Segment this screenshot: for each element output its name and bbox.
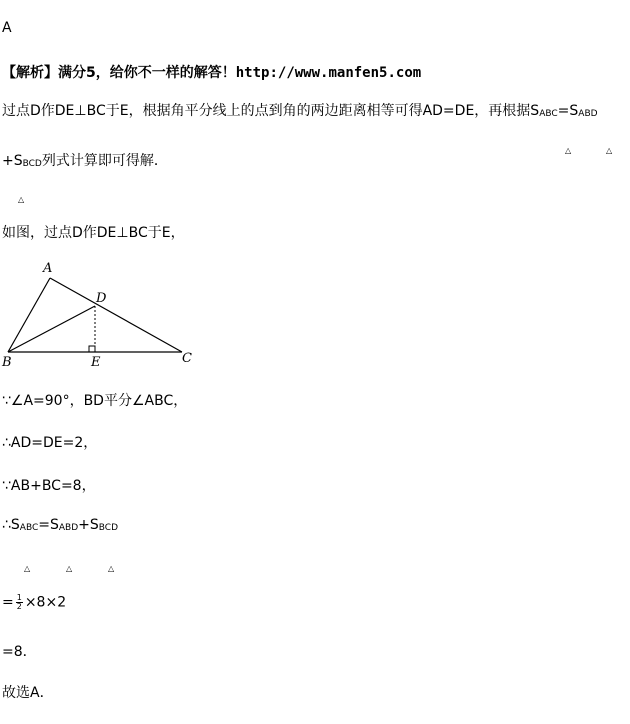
subscript-abc: ABC <box>19 523 39 533</box>
triangle-symbol: △ <box>565 146 572 155</box>
segment-ac <box>50 278 182 352</box>
point-label-a: A <box>43 261 53 276</box>
plus-s: +S <box>78 517 99 533</box>
analysis-line-2 <box>2 150 168 170</box>
conclusion <box>2 682 54 702</box>
product-text: ×8×2 <box>24 594 67 611</box>
triangle-symbol: △ <box>66 564 73 573</box>
fraction-numerator: 1 <box>16 593 22 602</box>
subscript-abc: ABC <box>539 109 558 119</box>
equals-s: =S <box>38 517 59 533</box>
source-url: http://www.manfen5.com <box>235 65 422 81</box>
triangle-symbol: △ <box>24 564 31 573</box>
point-label-c: C <box>182 351 192 366</box>
subscript-abd: ABD <box>58 523 79 533</box>
equals-s: =S <box>557 103 579 119</box>
conclusion-suffix: ． <box>39 685 54 701</box>
triangle-symbol: △ <box>18 195 25 204</box>
therefore-s: ∴S <box>2 517 20 533</box>
step-5 <box>2 594 66 611</box>
answer-letter: A <box>2 20 12 36</box>
step-6: =8． <box>2 644 37 660</box>
right-angle-marker <box>89 346 95 352</box>
step-2: ∴AD=DE=2， <box>2 435 98 451</box>
fraction-half <box>16 594 23 611</box>
point-label-e: E <box>91 355 101 370</box>
analysis-line-1 <box>2 100 598 120</box>
geometry-figure <box>0 258 200 374</box>
step-1: ∵∠A=90°，BD平分∠ABC， <box>2 393 188 409</box>
conclusion-prefix: 故选 <box>2 685 30 701</box>
analysis-bracket-label: 【解析】 <box>2 65 58 81</box>
solution-intro: 如图，过点D作DE⊥BC于E， <box>2 225 185 241</box>
triangle-symbol: △ <box>606 146 613 155</box>
equals-sign: = <box>2 594 14 611</box>
analysis-text: 过点D作DE⊥BC于E，根据角平分线上的点到角的两边距离相等可得AD=DE，再根据S <box>2 103 540 119</box>
analysis-header <box>2 62 421 82</box>
subscript-bcd: BCD <box>22 159 42 169</box>
analysis-text-rest: 列式计算即可得解． <box>41 153 168 169</box>
subscript-bcd: BCD <box>98 523 119 533</box>
point-label-b: B <box>2 355 12 370</box>
plus-s: +S <box>2 153 23 169</box>
triangle-symbol: △ <box>108 564 115 573</box>
fraction-denominator: 2 <box>16 602 22 611</box>
conclusion-answer: A <box>30 685 40 701</box>
score-text: 满分5，给你不一样的解答！ <box>58 65 236 81</box>
point-label-d: D <box>96 291 107 306</box>
subscript-abd: ABD <box>578 109 598 119</box>
step-4 <box>2 517 118 533</box>
step-3: ∵AB+BC=8， <box>2 478 96 494</box>
